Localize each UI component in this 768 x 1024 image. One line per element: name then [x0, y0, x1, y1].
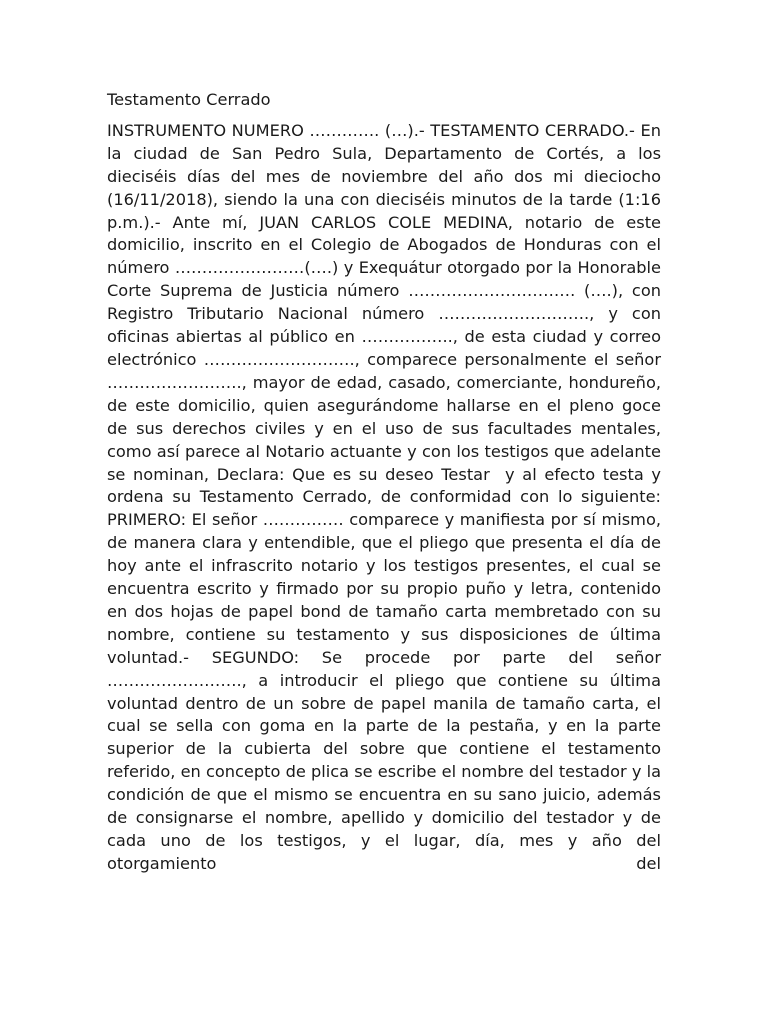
- document-title: Testamento Cerrado: [107, 90, 271, 109]
- document-body: INSTRUMENTO NUMERO …………. (…).- TESTAMENTO CERRADO.- En la ciudad de San Pedro Sula, Departamento de Cortés, a los dieciséis días del mes de noviembre del año dos mi dieciocho (16/11/2018), siendo la una con dieciséis minutos de la tarde (1:16 p.m.).- Ante mí, JUAN CARLOS COLE MEDINA, notario de este domicilio, inscrito en el Colegio de Abogados de Honduras con el número ……………………(….) y Exequátur otorgado por la Honorable Corte Suprema de Justicia número …………………………. (….), con Registro Tributario Nacional número ………………………., y con oficinas abiertas al público en …………….., de esta ciudad y correo electrónico ………………………., comparece personalmente el señor ……………………., mayor de edad, casado, comerciante, hondureño, de este domicilio, quien asegurándome hallarse en el pleno goce de sus derechos civiles y en el uso de sus facultades mentales, como así parece al Notario actuante y con los testigos que adelante se nominan, Declara: Que es su deseo Testar y al efecto testa y ordena su Testamento Cerrado, de conformidad con lo siguiente: PRIMERO: El señor …………… comparece y manifiesta por sí mismo, de manera clara y entendible, que el pliego que presenta el día de hoy ante el infrascrito notario y los testigos presentes, el cual se encuentra escrito y firmado por su propio puño y letra, contenido en dos hojas de papel bond de tamaño carta membretado con su nombre, contiene su testamento y sus disposiciones de última voluntad.- SEGUNDO: Se procede por parte del señor ……………………., a introducir el pliego que contiene su última voluntad dentro de un sobre de papel manila de tamaño carta, el cual se sella con goma en la parte de la pestaña, y en la parte superior de la cubierta del sobre que contiene el testamento referido, en concepto de plica se escribe el nombre del testador y la condición de que el mismo se encuentra en su sano juicio, además de consignarse el nombre, apellido y domicilio del testador y de cada uno de los testigos, y el lugar, día, mes y año del otorgamiento del: [107, 120, 667, 873]
- document-content: [107, 89, 667, 876]
